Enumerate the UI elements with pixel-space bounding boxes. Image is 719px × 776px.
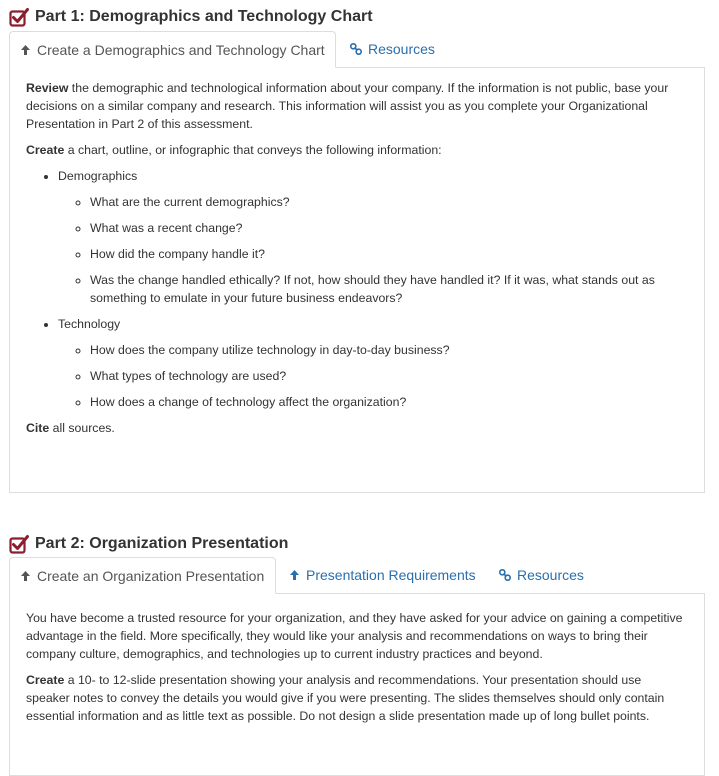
checkbox-checked-icon bbox=[9, 534, 29, 554]
create-paragraph bbox=[26, 141, 688, 159]
review-paragraph bbox=[26, 79, 688, 133]
tab-resources[interactable] bbox=[340, 31, 445, 67]
tab-create-chart[interactable] bbox=[9, 31, 336, 68]
tab-resources[interactable] bbox=[489, 557, 594, 593]
intro-paragraph: You have become a trusted resource for your organization, and they have asked for your advice on gaining a competitive advantage in the field. More specifically, they would like your analysis and recommendations on ways to bring their company culture, demographics, and technologies up to current industry practices and beyond. bbox=[26, 611, 683, 661]
part1-heading bbox=[9, 0, 373, 34]
link-icon bbox=[350, 43, 362, 55]
create-paragraph bbox=[26, 671, 688, 725]
checkbox-checked-icon bbox=[9, 7, 29, 27]
tab-label: Resources bbox=[368, 41, 435, 57]
tab-label: Create a Demographics and Technology Chart bbox=[37, 41, 325, 58]
tab-label: Create an Organization Presentation bbox=[37, 567, 265, 584]
tab-label: Presentation Requirements bbox=[306, 567, 476, 583]
create-lead: Create bbox=[26, 143, 65, 157]
list-item: ◦ What types of technology are used? bbox=[90, 367, 688, 385]
part2-tabs bbox=[9, 557, 705, 594]
part1-title: Part 1: Demographics and Technology Chart bbox=[35, 8, 373, 25]
part1-tabs bbox=[9, 31, 705, 68]
part1-panel bbox=[9, 67, 705, 493]
list-item: ◦ How does the company utilize technology in day-to-day business? bbox=[90, 341, 688, 359]
create-text: a chart, outline, or infographic that conveys the following information: bbox=[64, 143, 442, 157]
tab-create-presentation[interactable] bbox=[9, 557, 276, 594]
list-item bbox=[58, 315, 688, 411]
list-item: ◦ What are the current demographics? bbox=[90, 193, 688, 211]
review-text: the demographic and technological information about your company. If the information is not public, base your decisions on a similar company and research. This information will assist you as you complete your Organizational Presentation in Part 2 of this assessment. bbox=[26, 81, 669, 131]
list-item bbox=[58, 167, 688, 307]
arrow-up-icon bbox=[20, 570, 31, 582]
link-icon bbox=[499, 569, 511, 581]
list-item: ◦ Was the change handled ethically? If not, how should they have handled it? If it was, what stands out as something to emulate in your future business endeavors? bbox=[90, 271, 688, 307]
topic-list bbox=[26, 167, 688, 411]
cite-text: all sources. bbox=[49, 421, 115, 435]
part2-panel bbox=[9, 593, 705, 776]
cite-paragraph bbox=[26, 419, 688, 437]
create-text: a 10- to 12-slide presentation showing your analysis and recommendations. Your presentation should use speaker notes to convey the details you would give if you were presenting. The slides themselves should only contain essential information and as little text as possible. Do not design a slide presentation made up of long bullet points. bbox=[26, 673, 665, 723]
arrow-up-icon bbox=[20, 44, 31, 56]
list-item-label: Demographics bbox=[58, 169, 138, 183]
cite-lead: Cite bbox=[26, 421, 50, 435]
list-item: ◦ What was a recent change? bbox=[90, 219, 688, 237]
list-item: ◦ How did the company handle it? bbox=[90, 245, 688, 263]
part2-title: Part 2: Organization Presentation bbox=[35, 535, 289, 552]
review-lead: Review bbox=[26, 81, 69, 95]
create-lead: Create bbox=[26, 673, 65, 687]
list-item: ◦ How does a change of technology affect the organization? bbox=[90, 393, 688, 411]
list-item-label: Technology bbox=[58, 317, 121, 331]
tab-label: Resources bbox=[517, 567, 584, 583]
tab-presentation-requirements[interactable] bbox=[279, 557, 486, 593]
part2-heading bbox=[9, 527, 288, 561]
arrow-up-icon bbox=[289, 569, 300, 581]
